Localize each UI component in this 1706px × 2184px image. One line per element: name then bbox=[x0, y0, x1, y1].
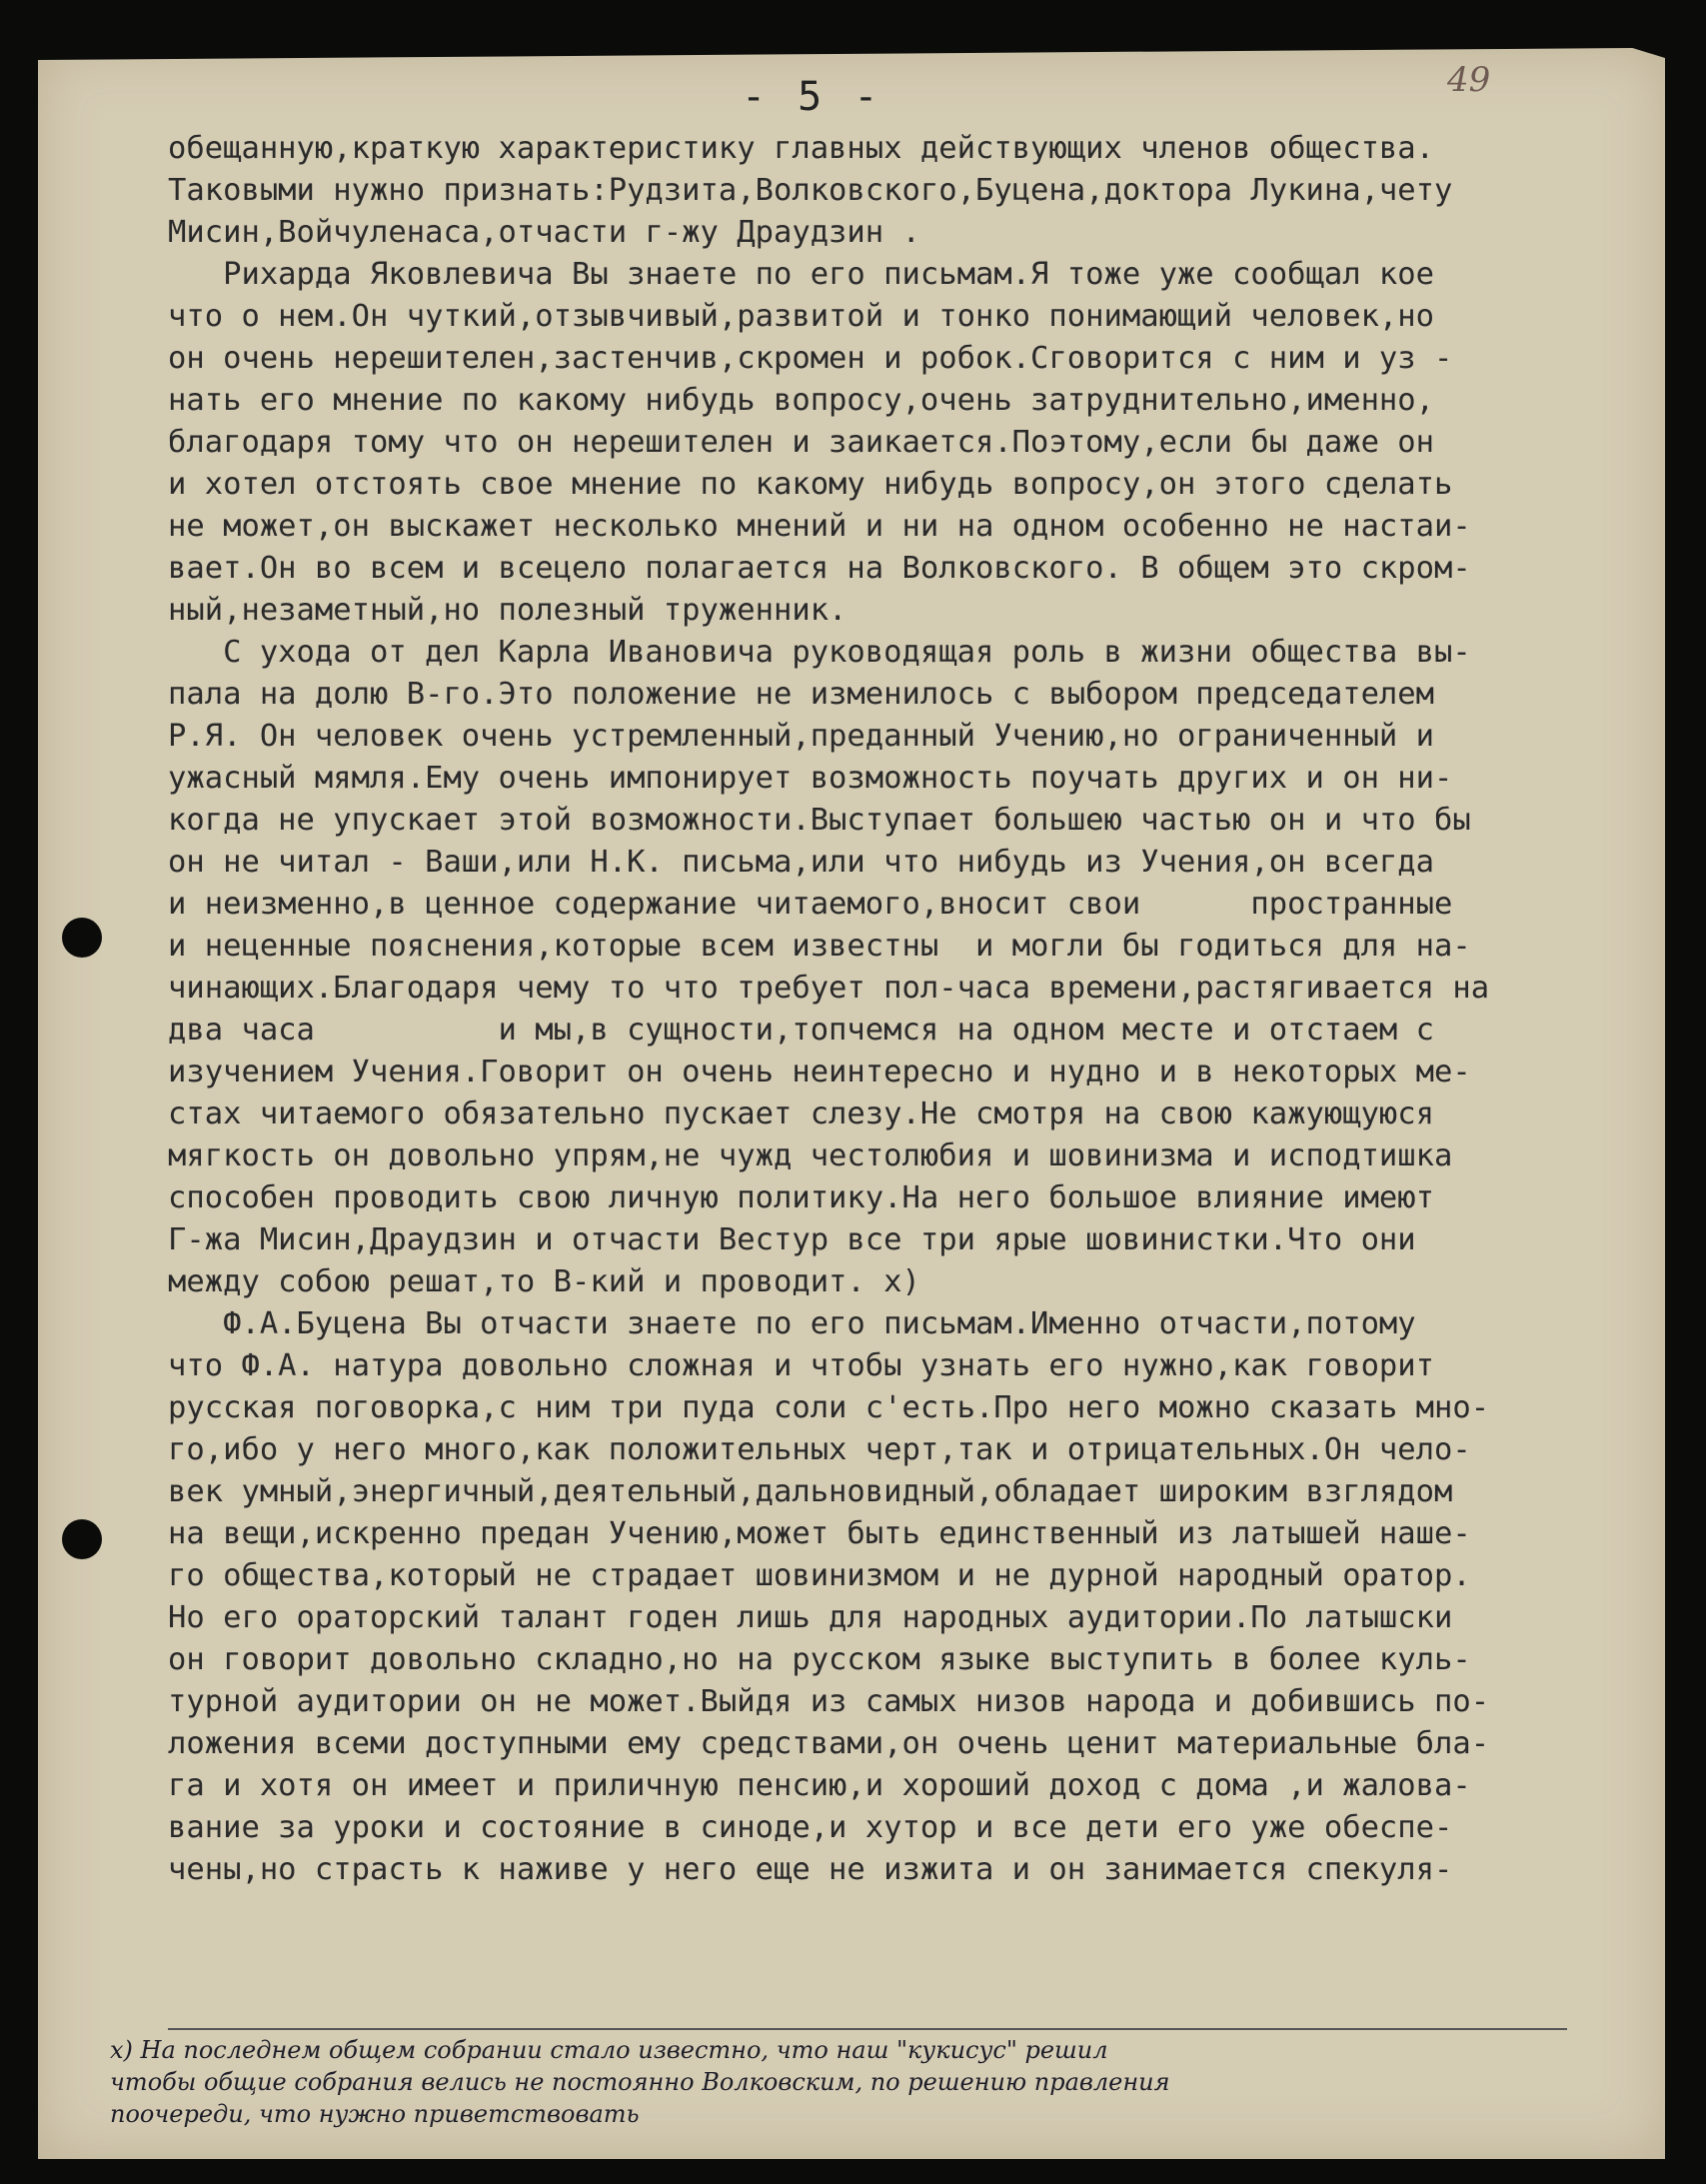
footnote-rule bbox=[168, 2028, 1567, 2030]
body-line: мягкость он довольно упрям,не чужд честолюбия и шовинизма и исподтишка bbox=[168, 1138, 1453, 1173]
body-line: нать его мнение по какому нибудь вопросу,очень затруднительно,именно, bbox=[168, 383, 1435, 418]
body-line: он не читал - Ваши,или Н.К. письма,или что нибудь из Учения,он всегда bbox=[168, 845, 1435, 880]
body-line: русская поговорка,с ним три пуда соли с'есть.Про него можно сказать мно- bbox=[168, 1390, 1490, 1425]
body-line: С ухода от дел Карла Ивановича руководящая роль в жизни общества вы- bbox=[168, 635, 1471, 670]
binder-hole-top bbox=[62, 918, 102, 958]
body-line: вает.Он во всем и всецело полагается на Волковского. В общем это скром- bbox=[168, 551, 1471, 586]
body-line: га и хотя он имеет и приличную пенсию,и хороший доход с дома ,и жалова- bbox=[168, 1768, 1471, 1803]
handwritten-footnote bbox=[110, 2034, 1649, 2130]
body-line: он говорит довольно складно,но на русском языке выступить в более куль- bbox=[168, 1642, 1471, 1677]
body-line: век умный,энергичный,деятельный,дальновидный,обладает широким взглядом bbox=[168, 1474, 1453, 1509]
body-line: и неизменно,в ценное содержание читаемого,вносит свои пространные bbox=[168, 887, 1453, 922]
body-line: ный,незаметный,но полезный труженник. bbox=[168, 593, 848, 628]
body-line: благодаря тому что он нерешителен и заикается.Поэтому,если бы даже он bbox=[168, 425, 1435, 460]
body-line: стах читаемого обязательно пускает слезу.Не смотря на свою кажующуюся bbox=[168, 1096, 1435, 1131]
body-line: Рихарда Яковлевича Вы знаете по его письмам.Я тоже уже сообщал кое bbox=[168, 257, 1435, 292]
body-line: изучением Учения.Говорит он очень неинтересно и нудно и в некоторых ме- bbox=[168, 1055, 1471, 1090]
body-line: Р.Я. Он человек очень устремленный,преданный Учению,но ограниченный и bbox=[168, 719, 1435, 754]
body-line: и неценные пояснения,которые всем известны и могли бы годиться для на- bbox=[168, 929, 1471, 964]
body-line: на вещи,искренно предан Учению,может быть единственный из латышей наше- bbox=[168, 1516, 1471, 1551]
body-line: турной аудитории он не может.Выйдя из самых низов народа и добившись по- bbox=[168, 1684, 1490, 1719]
body-line: го общества,который не страдает шовинизмом и не дурной народный оратор. bbox=[168, 1558, 1471, 1593]
body-line: он очень нерешителен,застенчив,скромен и робок.Сговорится с ним и уз - bbox=[168, 341, 1453, 376]
body-line: Но его ораторский талант годен лишь для народных аудитории.По латышски bbox=[168, 1600, 1453, 1635]
body-line: вание за уроки и состояние в синоде,и хутор и все дети его уже обеспе- bbox=[168, 1810, 1453, 1845]
body-line: Мисин,Войчуленаса,отчасти г-жу Драудзин . bbox=[168, 215, 920, 250]
body-line: Ф.А.Буцена Вы отчасти знаете по его письмам.Именно отчасти,потому bbox=[168, 1306, 1416, 1341]
footnote-line: x) На последнем общем собрании стало известно, что наш "кукисус" решил bbox=[110, 2036, 1108, 2064]
body-line: способен проводить свою личную политику.На него большое влияние имеют bbox=[168, 1180, 1435, 1215]
body-line: когда не упускает этой возможности.Выступает большею частью он и что бы bbox=[168, 803, 1471, 838]
body-line: ложения всеми доступными ему средствами,он очень ценит материальные бла- bbox=[168, 1726, 1490, 1761]
archive-folio-number: 49 bbox=[1447, 60, 1491, 100]
page-number: - 5 - bbox=[742, 74, 882, 120]
body-line: между собою решат,то В-кий и проводит. x) bbox=[168, 1264, 920, 1299]
body-line: чены,но страсть к наживе у него еще не изжита и он занимается спекуля- bbox=[168, 1852, 1453, 1887]
footnote-line: чтобы общие собрания велись не постоянно Волковским, по решению правления bbox=[110, 2068, 1170, 2096]
body-line: что Ф.А. натура довольно сложная и чтобы узнать его нужно,как говорит bbox=[168, 1348, 1435, 1383]
body-line: что о нем.Он чуткий,отзывчивый,развитой и тонко понимающий человек,но bbox=[168, 299, 1435, 334]
body-line: ужасный мямля.Ему очень импонирует возможность поучать других и он ни- bbox=[168, 761, 1453, 796]
body-line: два часа и мы,в сущности,топчемся на одном месте и отстаем с bbox=[168, 1013, 1435, 1048]
body-line: Таковыми нужно признать:Рудзита,Волковского,Буцена,доктора Лукина,чету bbox=[168, 173, 1453, 208]
body-line: Г-жа Мисин,Драудзин и отчасти Вестур все три ярые шовинистки.Что они bbox=[168, 1222, 1416, 1257]
body-line: не может,он выскажет несколько мнений и ни на одном особенно не настаи- bbox=[168, 509, 1471, 544]
body-line: обещанную,краткую характеристику главных действующих членов общества. bbox=[168, 131, 1435, 166]
typed-body-text bbox=[168, 128, 1647, 1891]
footnote-line: поочереди, что нужно приветствовать bbox=[110, 2100, 640, 2128]
binder-hole-bottom bbox=[62, 1519, 102, 1559]
body-line: го,ибо у него много,как положительных черт,так и отрицательных.Он чело- bbox=[168, 1432, 1471, 1467]
body-line: и хотел отстоять свое мнение по какому нибудь вопросу,он этого сделать bbox=[168, 467, 1453, 502]
body-line: пала на долю В-го.Это положение не изменилось с выбором председателем bbox=[168, 677, 1435, 712]
body-line: чинающих.Благодаря чему то что требует пол-часа времени,растягивается на bbox=[168, 971, 1490, 1006]
